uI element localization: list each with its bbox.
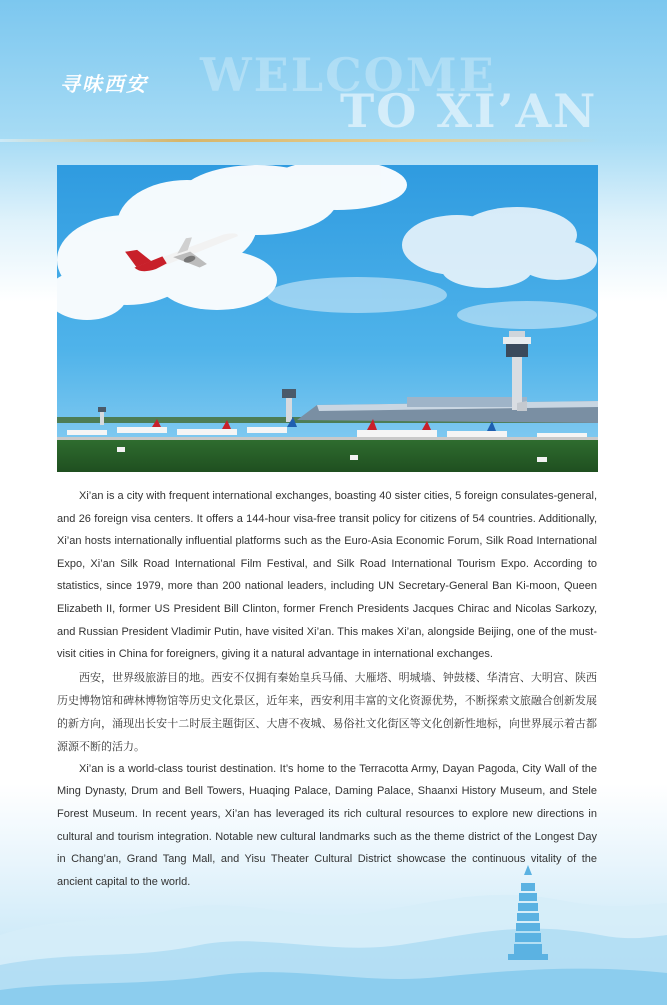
gold-divider (0, 139, 600, 142)
paragraph-tourism-english: Xi’an is a world-class tourist destination. It’s home to the Terracotta Army, Dayan Pagoda, City Wall of the Ming Dynasty, Drum and Bell Towers, Huaqing Palace, Daming Palace, Shaanxi History Museum, and Stele Forest Museum. In recent years, Xi’an has leveraged its rich cultural resources to explore new directions in cultural and tourism integration. Notable new cultural landmarks such as the theme district of the Longest Day in Chang’an, Grand Tang Mall, and Yisu Theater Cultural District showcase the continuous vitality of the ancient capital to the world. (57, 762, 597, 888)
airport-photo (57, 165, 598, 472)
watermark-welcome: WELCOME (200, 48, 496, 102)
paragraph-international-exchanges: Xi’an is a city with frequent international exchanges, boasting 40 sister cities, 5 foreign consulates-general, and 26 foreign visa centers. It offers a 144-hour visa-free transit policy for citizens of 54 countries. Additionally, Xi’an hosts internationally influential platforms such as the Euro-Asia Economic Forum, Silk Road International Expo, Xi’an Silk Road International Film Festival, and Silk Road International Tourism Expo. According to statistics, since 1979, more than 200 national leaders, including UN Secretary-General Ban Ki-moon, Queen Elizabeth II, former US President Bill Clinton, former French Presidents Jacques Chirac and Nicolas Sarkozy, and Russian President Vladimir Putin, have visited Xi’an. This makes Xi’an, alongside Beijing, one of the must-visit cities in China for foreigners, giving it a natural advantage in international exchanges. (57, 490, 597, 661)
paragraph-tourism-chinese: 西安，世界级旅游目的地。西安不仅拥有秦始皇兵马俑、大雁塔、明城墙、钟鼓楼、华清宫、大明宫、陕西历史博物馆和碑林博物馆等历史文化景区，近年来，西安利用丰富的文化资源优势，不断探索文旅融合创新发展的新方向，涌现出长安十二时辰主题街区、大唐不夜城、易俗社文化街区等文化创新性地标，向世界展示着古都源源不断的活力。 (57, 670, 597, 753)
watermark-to-xian: TO XI’AN (340, 84, 598, 138)
logo: 寻味西安 (60, 72, 148, 96)
mountain-silhouette (0, 815, 667, 1005)
